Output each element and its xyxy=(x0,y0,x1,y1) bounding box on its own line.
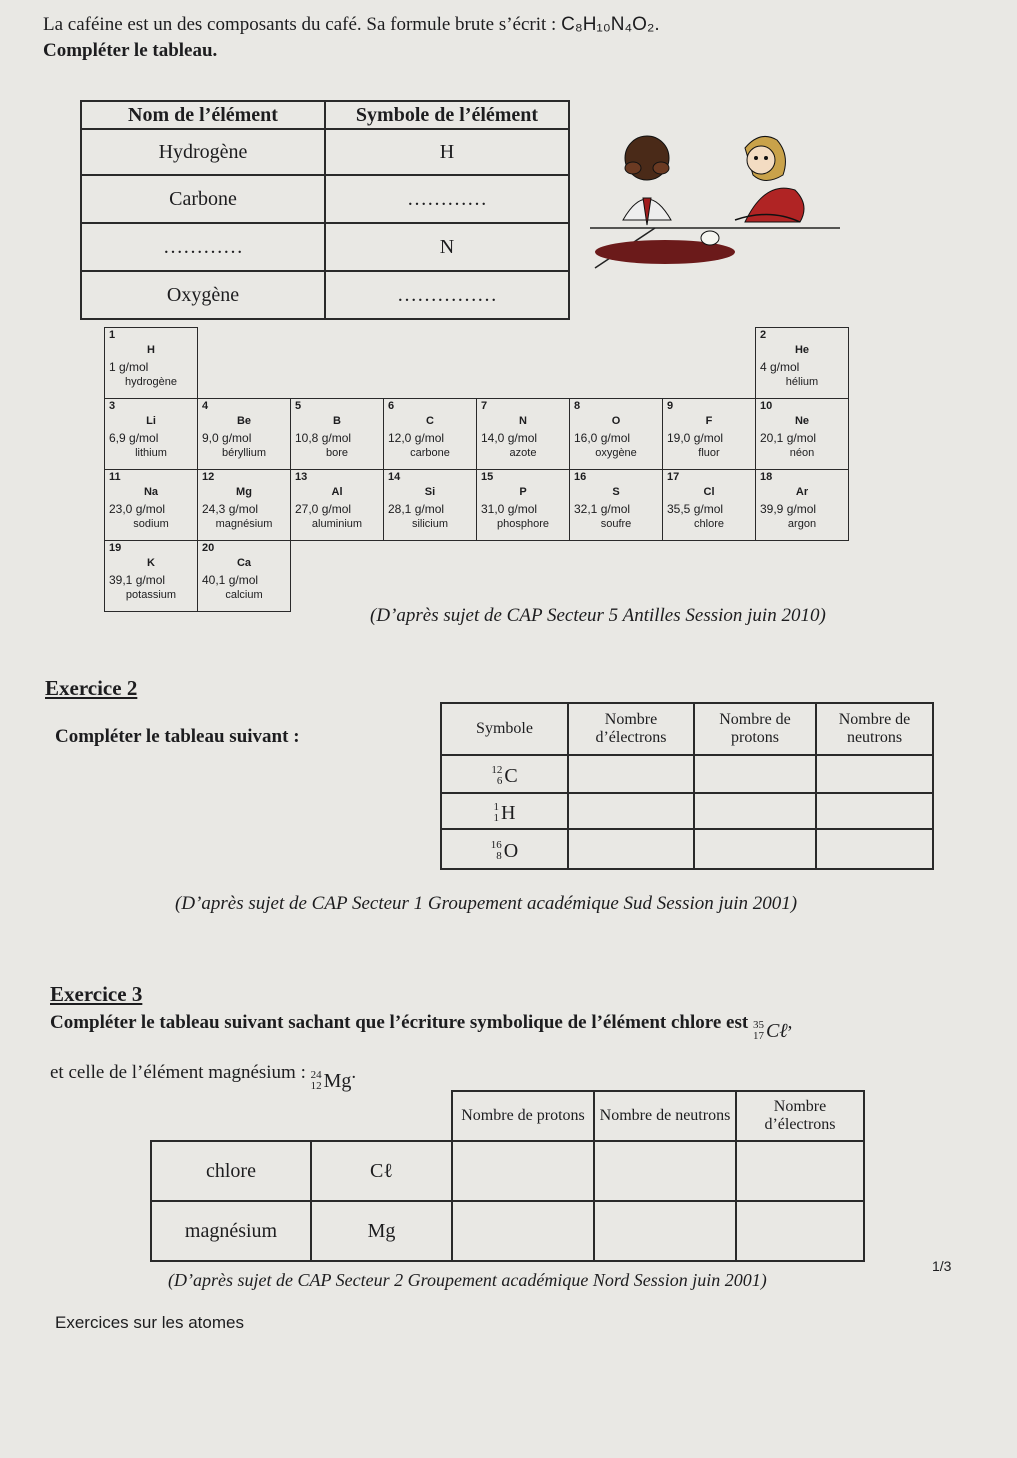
answer-cell[interactable] xyxy=(452,1201,594,1261)
pt-cell: 12 Mg 24,3 g/mol magnésium xyxy=(198,470,291,541)
answer-cell[interactable] xyxy=(594,1201,736,1261)
coffee-spill-illustration xyxy=(585,120,845,280)
pt-cell: 10 Ne 20,1 g/mol néon xyxy=(756,399,849,470)
pt-cell: 4 Be 9,0 g/mol béryllium xyxy=(198,399,291,470)
exercise-3-text: Compléter le tableau suivant sachant que l’écriture symbolique de l’élément chlore est 35 17 Cℓ , xyxy=(50,1012,793,1042)
answer-cell[interactable] xyxy=(694,755,816,793)
answer-cell[interactable] xyxy=(816,793,933,829)
exercise-3-text-2: et celle de l’élément magnésium : 24 12 Mg . xyxy=(50,1062,357,1092)
pt-cell: 2 He 4 g/mol hélium xyxy=(756,328,849,399)
isotope-symbol: 1 1 H xyxy=(441,793,568,829)
header-electrons: Nombre d’électrons xyxy=(568,703,694,755)
header-electrons: Nombre d’électrons xyxy=(736,1091,864,1141)
answer-cell[interactable] xyxy=(594,1141,736,1201)
answer-cell[interactable] xyxy=(694,829,816,869)
header-protons: Nombre de protons xyxy=(452,1091,594,1141)
pt-cell: 7 N 14,0 g/mol azote xyxy=(477,399,570,470)
row-symbol-blank[interactable]: ………… xyxy=(325,175,569,223)
isotope-symbol: 16 8 O xyxy=(441,829,568,869)
element-symbol: Cℓ xyxy=(311,1141,452,1201)
row-symbol: N xyxy=(325,223,569,271)
answer-cell[interactable] xyxy=(568,755,694,793)
answer-cell[interactable] xyxy=(568,793,694,829)
exercise-3-title: Exercice 3 xyxy=(50,982,143,1006)
pt-cell: 9 F 19,0 g/mol fluor xyxy=(663,399,756,470)
pt-cell: 11 Na 23,0 g/mol sodium xyxy=(105,470,198,541)
element-table xyxy=(80,100,570,320)
exercise-2-instruction: Compléter le tableau suivant : xyxy=(55,726,300,747)
instruction: Compléter le tableau. xyxy=(43,40,218,61)
isotope-symbol: 12 6 C xyxy=(441,755,568,793)
element-symbol: Mg xyxy=(311,1201,452,1261)
answer-cell[interactable] xyxy=(736,1141,864,1201)
caffeine-formula: C₈H₁₀N₄O₂. xyxy=(561,14,660,35)
atom-table xyxy=(440,702,934,870)
row-symbol-blank[interactable]: …………… xyxy=(325,271,569,319)
pt-cell: 1 H 1 g/mol hydrogène xyxy=(105,328,198,399)
row-name-blank[interactable]: ………… xyxy=(81,223,325,271)
answer-cell[interactable] xyxy=(816,829,933,869)
row-name: Carbone xyxy=(81,175,325,223)
intro-text: La caféine est un des composants du café. Sa formule brute s’écrit : C₈H₁₀N₄O₂. xyxy=(43,14,660,35)
page-number: 1/3 xyxy=(932,1258,952,1274)
pt-cell: 18 Ar 39,9 g/mol argon xyxy=(756,470,849,541)
source-citation: (D’après sujet de CAP Secteur 2 Groupement académique Nord Session juin 2001) xyxy=(168,1270,767,1290)
row-symbol: H xyxy=(325,129,569,175)
header-neutrons: Nombre de neutrons xyxy=(594,1091,736,1141)
header-symbol: Symbole xyxy=(441,703,568,755)
header-protons: Nombre de protons xyxy=(694,703,816,755)
pt-cell: 8 O 16,0 g/mol oxygène xyxy=(570,399,663,470)
answer-cell[interactable] xyxy=(452,1141,594,1201)
pt-cell: 15 P 31,0 g/mol phosphore xyxy=(477,470,570,541)
row-name: Oxygène xyxy=(81,271,325,319)
pt-cell: 14 Si 28,1 g/mol silicium xyxy=(384,470,477,541)
answer-cell[interactable] xyxy=(816,755,933,793)
pt-cell: 5 B 10,8 g/mol bore xyxy=(291,399,384,470)
pt-cell: 19 K 39,1 g/mol potassium xyxy=(105,541,198,612)
header-neutrons: Nombre de neutrons xyxy=(816,703,933,755)
pt-cell: 20 Ca 40,1 g/mol calcium xyxy=(198,541,291,612)
answer-cell[interactable] xyxy=(568,829,694,869)
pt-cell: 16 S 32,1 g/mol soufre xyxy=(570,470,663,541)
element-name: magnésium xyxy=(151,1201,311,1261)
periodic-table xyxy=(104,327,849,612)
isotope-table xyxy=(150,1090,865,1262)
pt-cell: 3 Li 6,9 g/mol lithium xyxy=(105,399,198,470)
source-citation: (D’après sujet de CAP Secteur 1 Groupement académique Sud Session juin 2001) xyxy=(175,893,798,914)
answer-cell[interactable] xyxy=(694,793,816,829)
header-name: Nom de l’élément xyxy=(81,101,325,129)
row-name: Hydrogène xyxy=(81,129,325,175)
pt-cell: 17 Cl 35,5 g/mol chlore xyxy=(663,470,756,541)
source-citation: (D’après sujet de CAP Secteur 5 Antilles Session juin 2010) xyxy=(370,605,826,626)
pt-cell: 13 Al 27,0 g/mol aluminium xyxy=(291,470,384,541)
element-name: chlore xyxy=(151,1141,311,1201)
answer-cell[interactable] xyxy=(736,1201,864,1261)
exercise-2-title: Exercice 2 xyxy=(45,676,138,700)
pt-cell: 6 C 12,0 g/mol carbone xyxy=(384,399,477,470)
header-symbol: Symbole de l’élément xyxy=(325,101,569,129)
footer-title: Exercices sur les atomes xyxy=(55,1313,244,1332)
